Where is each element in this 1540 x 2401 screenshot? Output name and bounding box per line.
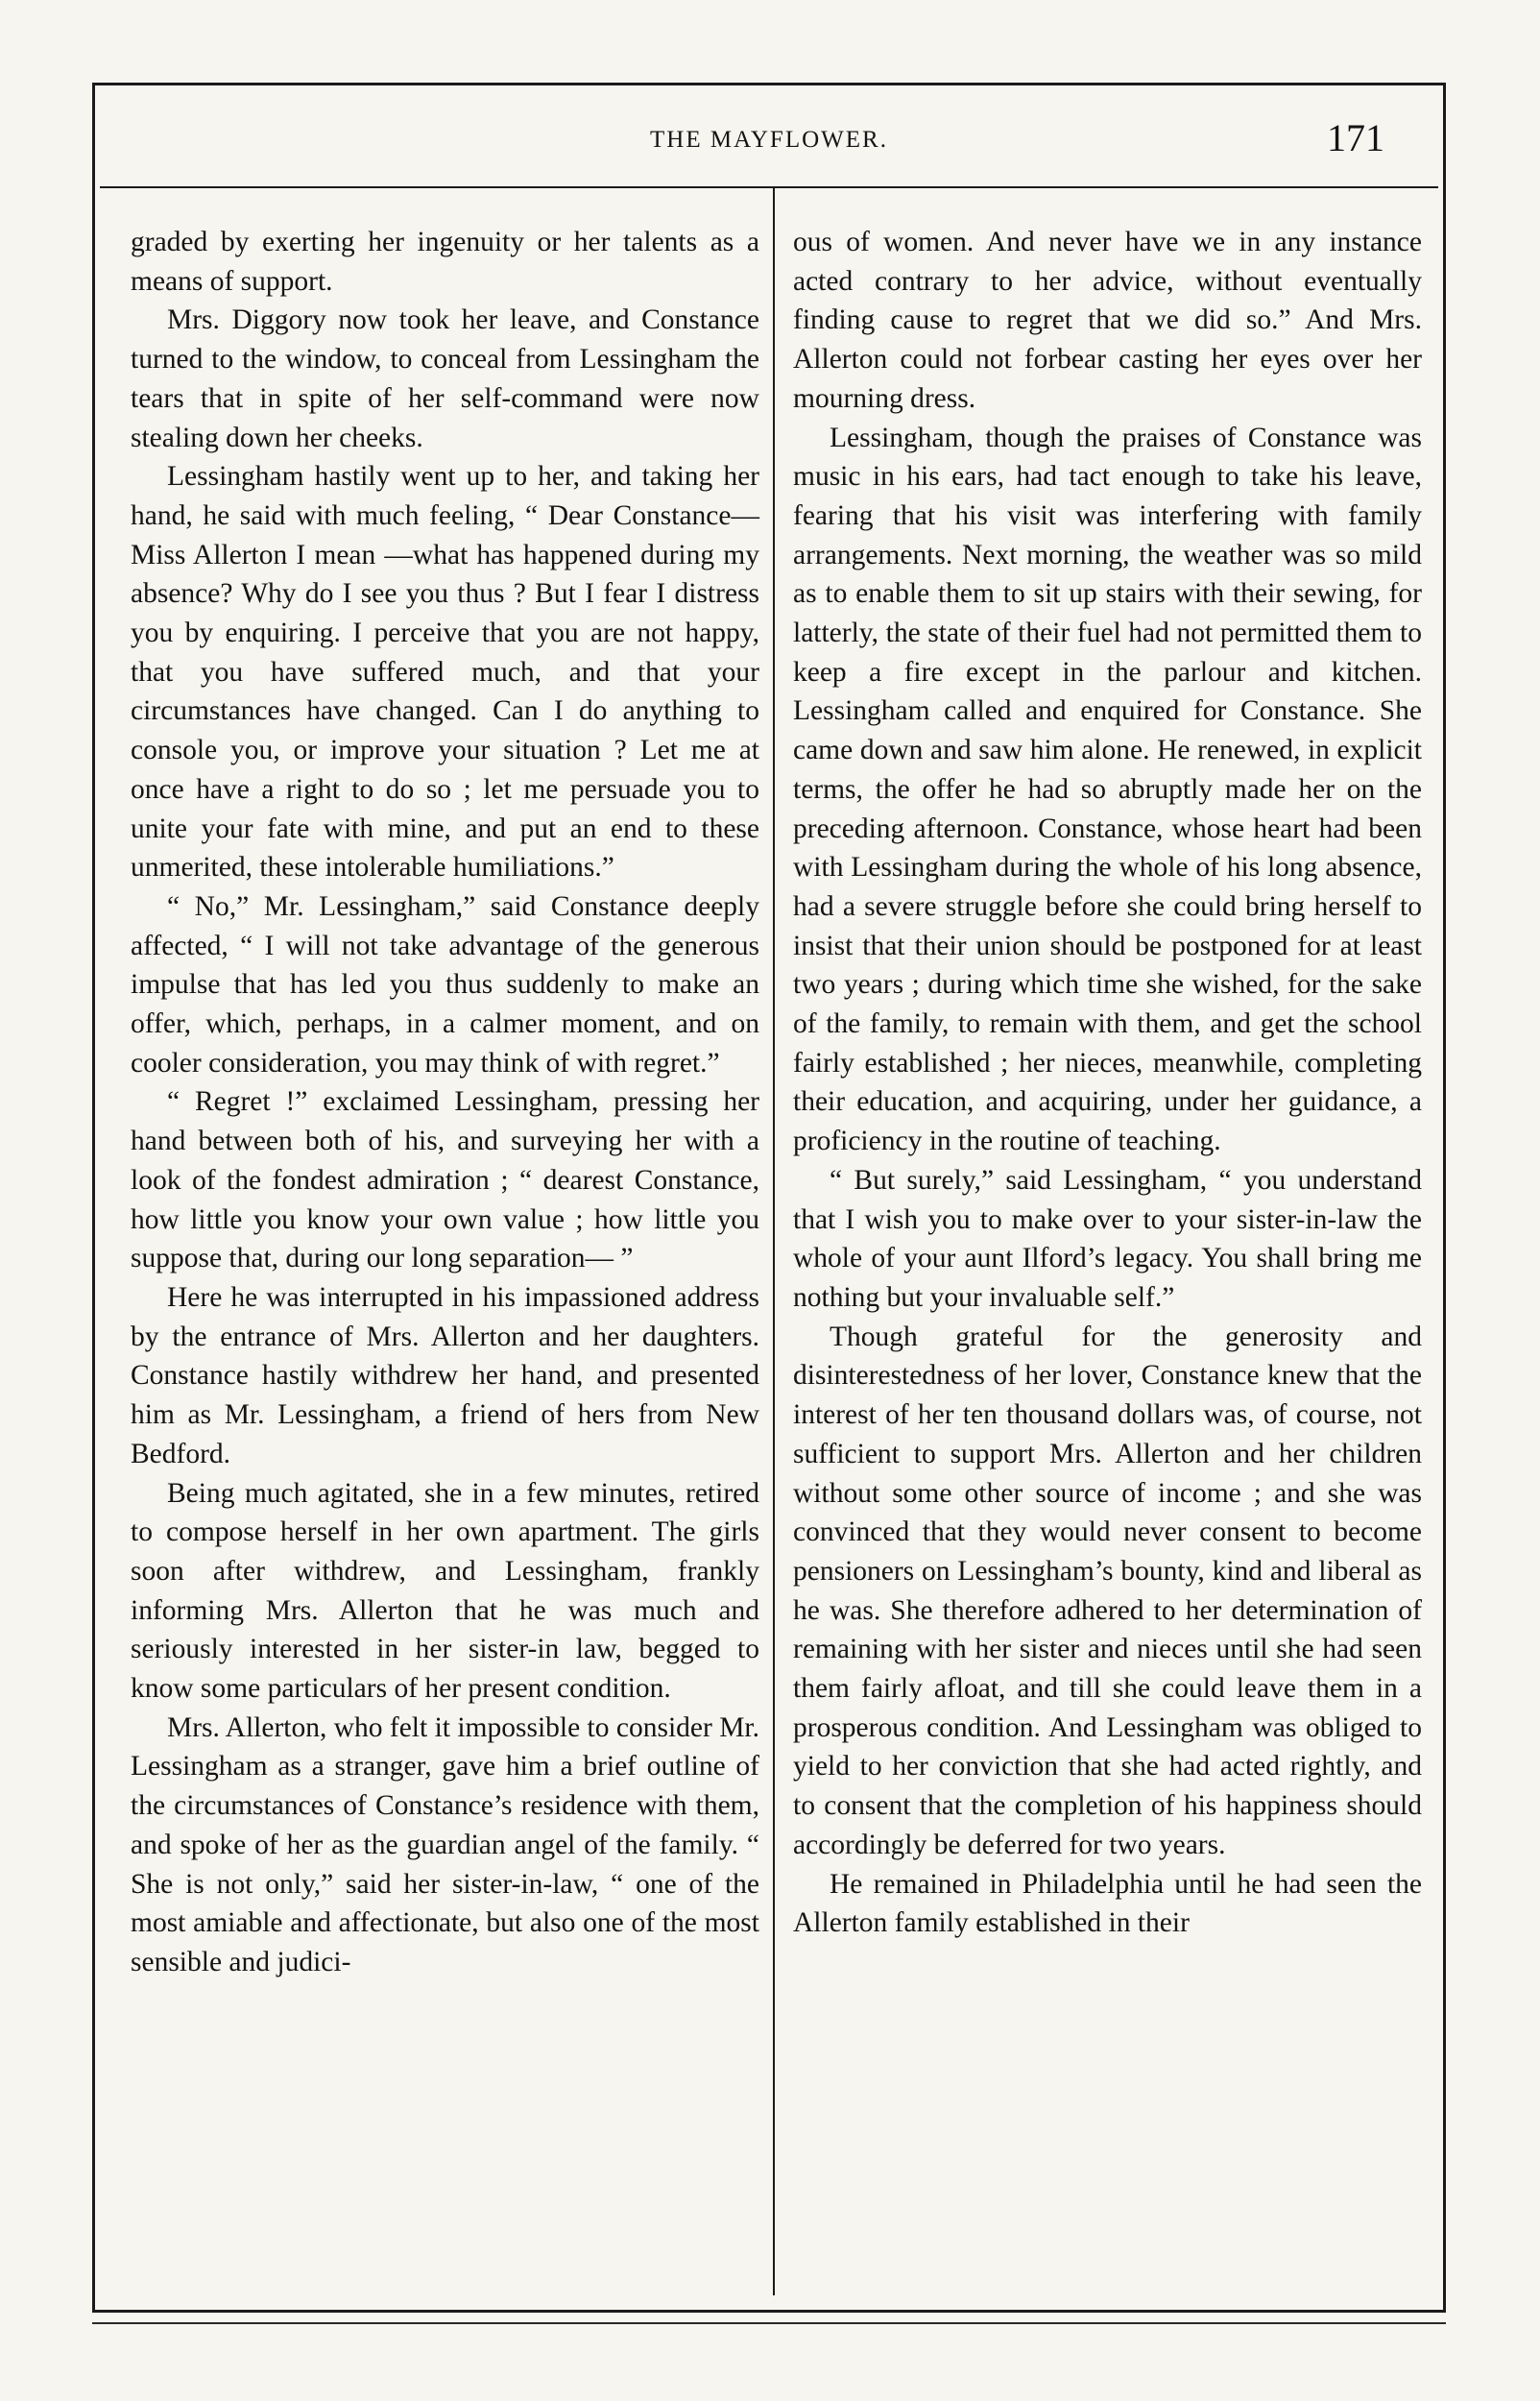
paragraph: graded by exerting her ingenuity or her talents as a means of support. [131,227,759,297]
paragraph: He remained in Philadelphia until he had seen the Allerton family established in their [793,1868,1422,1939]
paragraph: Mrs. Diggory now took her leave, and Constance turned to the window, to conceal from Lessingham the tears that in spite of her self-command were now stealing down her cheeks. [131,304,759,453]
paragraph: ous of women. And never have we in any instance acted contrary to her advice, without eventually finding cause to regret that we did so.” And Mrs. Allerton could not forbear casting her eyes over her mourning dress. [793,227,1422,414]
running-head [92,113,1446,171]
running-title: THE MAYFLOWER. [650,127,888,153]
left-column [131,223,759,1982]
paragraph: “ No,” Mr. Lessingham,” said Constance deeply affected, “ I will not take advantage of the generous impulse that has led you thus suddenly to make an offer, which, perhaps, in a calmer moment, and on cooler consideration, you may think of with regret.” [131,890,759,1079]
paragraph: Lessingham hastily went up to her, and taking her hand, he said with much feeling, “ Dear Constance—Miss Allerton I mean —what has happened during my absence? Why do I see you thus ? But I fear I distress you by enquiring. I perceive that you are not happy, that you have suffered much, and that your circumstances have changed. Can I do anything to console you, or improve your situation ? Let me at once have a right to do so ; let me persuade you to unite your fate with mine, and put an end to these unmerited, these intolerable humiliations.” [131,461,759,884]
paragraph: Mrs. Allerton, who felt it impossible to consider Mr. Lessingham as a stranger, gave him a brief outline of the circumstances of Constance’s residence with them, and spoke of her as the guardian angel of the family. “ She is not only,” said her sister-in-law, “ one of the most amiable and affectionate, but also one of the most sensible and judici- [131,1711,759,1977]
paragraph: Being much agitated, she in a few minutes, retired to compose herself in her own apartment. The girls soon after withdrew, and Lessingham, frankly informing Mrs. Allerton that he was much and seriously interested in her sister-in law, begged to know some particulars of her present condition. [131,1477,759,1705]
header-rule [100,186,1438,188]
bottom-rule [92,2322,1446,2324]
paragraph: “ But surely,” said Lessingham, “ you understand that I wish you to make over to your sister-in-law the whole of your aunt Ilford’s legacy. You shall bring me nothing but your invaluable self.” [793,1164,1422,1313]
paragraph: Though grateful for the generosity and disinterestedness of her lover, Constance knew that the interest of her ten thousand dollars was, of course, not sufficient to support Mrs. Allerton and her children without some other source of income ; and she was convinced that they would never consent to become pensioners on Lessingham’s bounty, kind and liberal as he was. She therefore adhered to her determination of remaining with her sister and nieces until she had seen them fairly afloat, and till she could leave them in a prosperous condition. And Lessingham was obliged to yield to her conviction that she had acted rightly, and to consent that the completion of his happiness should accordingly be deferred for two years. [793,1321,1422,1860]
page-number: 171 [1327,116,1384,159]
paragraph: “ Regret !” exclaimed Lessingham, pressing her hand between both of his, and surveying her with a look of the fondest admiration ; “ dearest Constance, how little you know your own value ; how little you suppose that, during our long separation— ” [131,1086,759,1274]
column-divider [773,188,775,2295]
paragraph: Here he was interrupted in his impassioned address by the entrance of Mrs. Allerton and her daughters. Constance hastily withdrew her hand, and presented him as Mr. Lessingham, a friend of hers from New Bedford. [131,1281,759,1469]
right-column [793,223,1422,1943]
paragraph: Lessingham, though the praises of Constance was music in his ears, had tact enough to take his leave, fearing that his visit was interfering with family arrangements. Next morning, the weather was so mild as to enable them to sit up stairs with their sewing, for latterly, the state of their fuel had not permitted them to keep a fire except in the parlour and kitchen. Lessingham called and enquired for Constance. She came down and saw him alone. He renewed, in explicit terms, the offer he had so abruptly made her on the preceding afternoon. Constance, whose heart had been with Lessingham during the whole of his long absence, had a severe struggle before she could bring herself to insist that their union should be postponed for at least two years ; during which time she wished, for the sake of the family, to remain with them, and get the school fairly established ; her nieces, meanwhile, completing their education, and acquiring, under her guidance, a proficiency in the routine of teaching. [793,422,1422,1157]
